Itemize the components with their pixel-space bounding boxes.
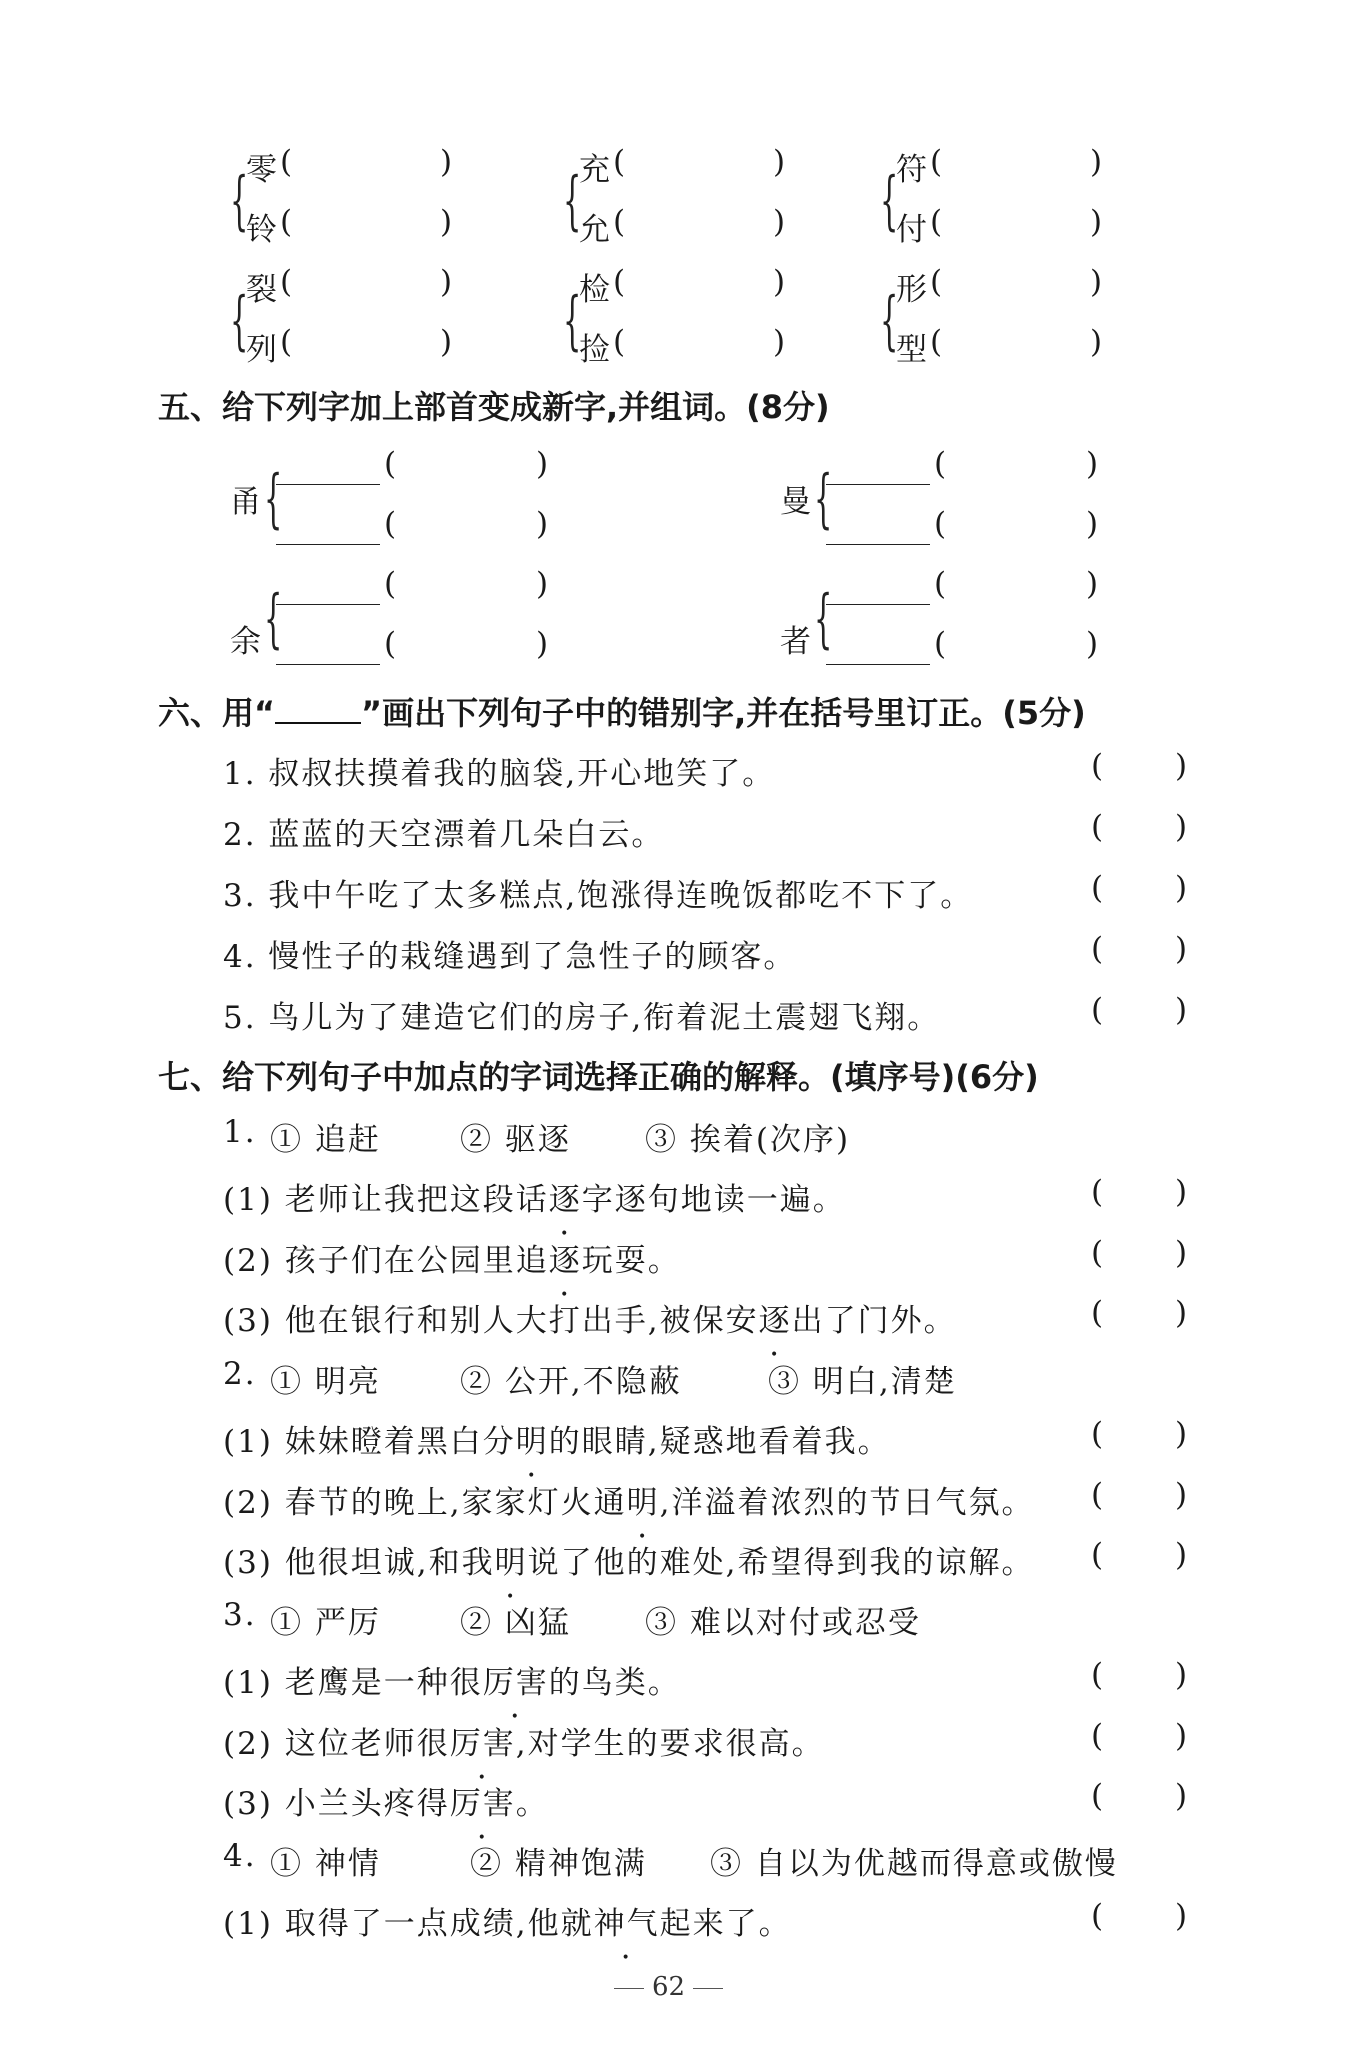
answer-paren-close[interactable]: ) xyxy=(1175,1537,1188,1573)
answer-paren-top-close[interactable]: ) xyxy=(440,264,453,300)
option-a: ① 追赶 xyxy=(270,1122,381,1158)
radical-char: 余 xyxy=(230,624,263,660)
dotted-word: 神气 xyxy=(593,1906,660,1942)
dotted-word: 厉害 xyxy=(449,1725,516,1762)
question-sentence xyxy=(223,1718,825,1763)
answer-paren-close[interactable]: ) xyxy=(536,506,549,542)
option-b: ② 凶猛 xyxy=(460,1605,571,1641)
sentence-post: 。 xyxy=(515,1786,549,1822)
dotted-word: 明 xyxy=(626,1484,660,1521)
correction-paren-close[interactable]: ) xyxy=(1175,931,1188,967)
dotted-word: 明 xyxy=(494,1545,528,1581)
answer-paren-open[interactable]: ( xyxy=(934,566,947,602)
sentence-pre: (1) 妹妹瞪着黑白分 xyxy=(223,1424,516,1460)
correction-paren-close[interactable]: ) xyxy=(1175,992,1188,1028)
correction-paren-open[interactable]: ( xyxy=(1091,748,1104,784)
blank-line[interactable] xyxy=(276,664,380,665)
blank-line[interactable] xyxy=(276,544,380,545)
section6-title-post: ”画出下列句子中的错别字,并在括号里订正。(5分) xyxy=(361,694,1086,732)
group-brace: { xyxy=(230,284,249,358)
dotted-word: 厉害 xyxy=(449,1786,516,1822)
answer-paren-bottom-open[interactable]: ( xyxy=(930,204,943,240)
answer-paren-open[interactable]: ( xyxy=(934,506,947,542)
group-brace: { xyxy=(880,164,899,238)
answer-paren-close[interactable]: ) xyxy=(1086,506,1099,542)
question-sentence xyxy=(223,1174,846,1219)
answer-paren-bottom-open[interactable]: ( xyxy=(280,204,293,240)
answer-paren-close[interactable]: ) xyxy=(1175,1416,1188,1452)
char-top: 形 xyxy=(896,272,929,308)
char-bottom: 付 xyxy=(896,212,929,248)
sentence-pre: (2) 这位老师很 xyxy=(223,1725,450,1762)
sentence-item: 4. 慢性子的栽缝遇到了急性子的顾客。 xyxy=(223,939,797,975)
correction-paren-close[interactable]: ) xyxy=(1175,809,1188,845)
answer-paren-bottom-close[interactable]: ) xyxy=(773,324,786,360)
answer-paren-top-open[interactable]: ( xyxy=(613,144,626,180)
question-number: 4. xyxy=(223,1838,257,1874)
answer-paren-open[interactable]: ( xyxy=(1091,1898,1104,1934)
blank-line[interactable] xyxy=(826,544,930,545)
option-b: ② 公开,不隐蔽 xyxy=(460,1364,682,1400)
blank-line[interactable] xyxy=(276,604,380,605)
option-c: ③ 明白,清楚 xyxy=(768,1364,957,1400)
answer-paren-open[interactable]: ( xyxy=(934,626,947,662)
answer-paren-open[interactable]: ( xyxy=(1091,1234,1104,1271)
correction-paren-close[interactable]: ) xyxy=(1175,748,1188,784)
answer-paren-close[interactable]: ) xyxy=(1175,1234,1188,1271)
answer-paren-top-close[interactable]: ) xyxy=(1090,264,1103,300)
answer-paren-close[interactable]: ) xyxy=(1175,1778,1188,1814)
answer-paren-bottom-open[interactable]: ( xyxy=(613,204,626,240)
answer-paren-close[interactable]: ) xyxy=(1086,626,1099,662)
sentence-pre: (1) 取得了一点成绩,他就 xyxy=(223,1906,594,1942)
underline-sample xyxy=(275,694,361,724)
answer-paren-open[interactable]: ( xyxy=(384,566,397,602)
dotted-word: 厉害 xyxy=(482,1665,549,1701)
char-top: 零 xyxy=(246,152,279,188)
answer-paren-close[interactable]: ) xyxy=(1086,566,1099,602)
answer-paren-bottom-close[interactable]: ) xyxy=(440,204,453,240)
question-number: 1. xyxy=(223,1114,257,1150)
group-brace: { xyxy=(563,164,582,238)
question-sentence xyxy=(223,1477,1034,1522)
blank-line[interactable] xyxy=(826,664,930,665)
char-bottom: 捡 xyxy=(579,332,612,368)
sentence-item: 3. 我中午吃了太多糕点,饱涨得连晚饭都吃不下了。 xyxy=(223,878,974,914)
blank-line[interactable] xyxy=(276,484,380,485)
option-c: ③ 自以为优越而得意或傲慢 xyxy=(710,1846,1118,1882)
dotted-word: 逐 xyxy=(548,1182,582,1218)
answer-paren-open[interactable]: ( xyxy=(1091,1416,1104,1452)
question-sentence xyxy=(223,1657,681,1702)
answer-paren-top-open[interactable]: ( xyxy=(613,264,626,300)
radical-char: 曼 xyxy=(780,484,813,520)
section5-title: 五、给下列字加上部首变成新字,并组词。(8分) xyxy=(158,388,830,426)
answer-paren-bottom-close[interactable]: ) xyxy=(1090,324,1103,360)
answer-paren-open[interactable]: ( xyxy=(384,626,397,662)
sentence-post: 的眼睛,疑惑地看着我。 xyxy=(548,1424,891,1460)
char-bottom: 允 xyxy=(579,212,612,248)
sentence-post: 的鸟类。 xyxy=(548,1665,681,1701)
char-top: 充 xyxy=(579,152,612,188)
question-sentence xyxy=(223,1898,792,1943)
sentence-pre: (1) 老鹰是一种很 xyxy=(223,1665,483,1701)
sentence-pre: (2) 春节的晚上,家家灯火通 xyxy=(223,1484,627,1521)
group-brace: { xyxy=(814,582,833,656)
sentence-post: ,洋溢着浓烈的节日气氛。 xyxy=(659,1484,1035,1521)
answer-paren-open[interactable]: ( xyxy=(1091,1537,1104,1573)
sentence-pre: (1) 老师让我把这段话 xyxy=(223,1182,549,1218)
answer-paren-bottom-close[interactable]: ) xyxy=(1090,204,1103,240)
group-brace: { xyxy=(814,462,833,536)
option-a: ① 严厉 xyxy=(270,1605,381,1641)
answer-paren-open[interactable]: ( xyxy=(1091,1476,1104,1513)
answer-paren-open[interactable]: ( xyxy=(1091,1717,1104,1754)
char-bottom: 型 xyxy=(896,332,929,368)
answer-paren-top-close[interactable]: ) xyxy=(440,144,453,180)
sentence-post: 说了他的难处,希望得到我的谅解。 xyxy=(527,1545,1035,1581)
blank-line[interactable] xyxy=(826,484,930,485)
correction-paren-close[interactable]: ) xyxy=(1175,870,1188,906)
answer-paren-open[interactable]: ( xyxy=(1091,1657,1104,1693)
answer-paren-close[interactable]: ) xyxy=(1175,1295,1188,1331)
answer-paren-close[interactable]: ) xyxy=(1175,1476,1188,1513)
answer-paren-close[interactable]: ) xyxy=(1086,446,1099,482)
option-c: ③ 挨着(次序) xyxy=(645,1122,851,1158)
char-top: 检 xyxy=(579,272,612,308)
page-number-dash-right xyxy=(693,1988,723,1989)
answer-paren-bottom-close[interactable]: ) xyxy=(773,204,786,240)
answer-paren-open[interactable]: ( xyxy=(1091,1174,1104,1210)
question-sentence xyxy=(223,1416,891,1461)
answer-paren-bottom-open[interactable]: ( xyxy=(930,324,943,360)
group-brace: { xyxy=(264,462,283,536)
option-a: ① 明亮 xyxy=(270,1364,381,1400)
option-b: ② 驱逐 xyxy=(460,1122,571,1158)
answer-paren-top-open[interactable]: ( xyxy=(930,144,943,180)
answer-paren-close[interactable]: ) xyxy=(1175,1657,1188,1693)
section6-title xyxy=(158,688,1086,734)
answer-paren-top-close[interactable]: ) xyxy=(773,144,786,180)
sentence-item: 1. 叔叔扶摸着我的脑袋,开心地笑了。 xyxy=(223,756,776,792)
answer-paren-close[interactable]: ) xyxy=(536,566,549,602)
answer-paren-top-open[interactable]: ( xyxy=(280,144,293,180)
section7-title: 七、给下列句子中加点的字词选择正确的解释。(填序号)(6分) xyxy=(158,1058,1039,1096)
section6-title-pre: 六、用“ xyxy=(158,694,276,732)
group-brace: { xyxy=(264,582,283,656)
sentence-item: 2. 蓝蓝的天空漂着几朵白云。 xyxy=(223,817,665,853)
sentence-pre: (3) 小兰头疼得 xyxy=(223,1786,450,1822)
answer-paren-close[interactable]: ) xyxy=(1175,1174,1188,1210)
answer-paren-close[interactable]: ) xyxy=(1175,1717,1188,1754)
page-number-value: 62 xyxy=(652,1972,686,2002)
answer-paren-open[interactable]: ( xyxy=(934,446,947,482)
group-brace: { xyxy=(563,284,582,358)
question-sentence xyxy=(223,1235,681,1280)
answer-paren-open[interactable]: ( xyxy=(1091,1778,1104,1814)
answer-paren-open[interactable]: ( xyxy=(1091,1295,1104,1331)
blank-line[interactable] xyxy=(826,604,930,605)
answer-paren-bottom-close[interactable]: ) xyxy=(440,324,453,360)
radical-char: 甬 xyxy=(230,484,263,520)
dotted-word: 逐 xyxy=(758,1303,792,1339)
answer-paren-open[interactable]: ( xyxy=(384,506,397,542)
group-brace: { xyxy=(880,284,899,358)
answer-paren-top-close[interactable]: ) xyxy=(1090,144,1103,180)
answer-paren-top-open[interactable]: ( xyxy=(280,264,293,300)
answer-paren-bottom-open[interactable]: ( xyxy=(613,324,626,360)
radical-char: 者 xyxy=(780,624,813,660)
answer-paren-close[interactable]: ) xyxy=(536,626,549,662)
option-a: ① 神情 xyxy=(270,1846,381,1882)
group-brace: { xyxy=(230,164,249,238)
dotted-word: 逐 xyxy=(548,1242,582,1279)
sentence-pre: (2) 孩子们在公园里追 xyxy=(223,1242,549,1279)
page-number-dash-left xyxy=(614,1988,644,1989)
sentence-item: 5. 鸟儿为了建造它们的房子,衔着泥土震翅飞翔。 xyxy=(223,1000,941,1036)
answer-paren-close[interactable]: ) xyxy=(1175,1898,1188,1934)
correction-paren-open[interactable]: ( xyxy=(1091,931,1104,967)
question-sentence xyxy=(223,1778,549,1823)
char-bottom: 列 xyxy=(246,332,279,368)
answer-paren-top-open[interactable]: ( xyxy=(930,264,943,300)
char-bottom: 铃 xyxy=(246,212,279,248)
sentence-pre: (3) 他在银行和别人大打出手,被保安 xyxy=(223,1303,759,1339)
char-top: 裂 xyxy=(246,272,279,308)
char-top: 符 xyxy=(896,152,929,188)
answer-paren-bottom-open[interactable]: ( xyxy=(280,324,293,360)
correction-paren-open[interactable]: ( xyxy=(1091,809,1104,845)
sentence-post: 字逐句地读一遍。 xyxy=(581,1182,846,1218)
answer-paren-open[interactable]: ( xyxy=(384,446,397,482)
sentence-pre: (3) 他很坦诚,和我 xyxy=(223,1545,495,1581)
dotted-word: 明 xyxy=(515,1424,549,1460)
answer-paren-top-close[interactable]: ) xyxy=(773,264,786,300)
sentence-post: ,对学生的要求很高。 xyxy=(515,1725,825,1762)
option-b: ② 精神饱满 xyxy=(470,1846,647,1882)
question-number: 2. xyxy=(223,1356,257,1392)
correction-paren-open[interactable]: ( xyxy=(1091,870,1104,906)
correction-paren-open[interactable]: ( xyxy=(1091,992,1104,1028)
option-c: ③ 难以对付或忍受 xyxy=(645,1605,921,1641)
question-sentence xyxy=(223,1295,957,1340)
page-number xyxy=(606,1972,731,2002)
question-sentence xyxy=(223,1537,1034,1582)
sentence-post: 出了门外。 xyxy=(791,1303,957,1339)
question-number: 3. xyxy=(223,1597,257,1633)
sentence-post: 起来了。 xyxy=(659,1906,792,1942)
answer-paren-close[interactable]: ) xyxy=(536,446,549,482)
sentence-post: 玩耍。 xyxy=(581,1242,681,1279)
